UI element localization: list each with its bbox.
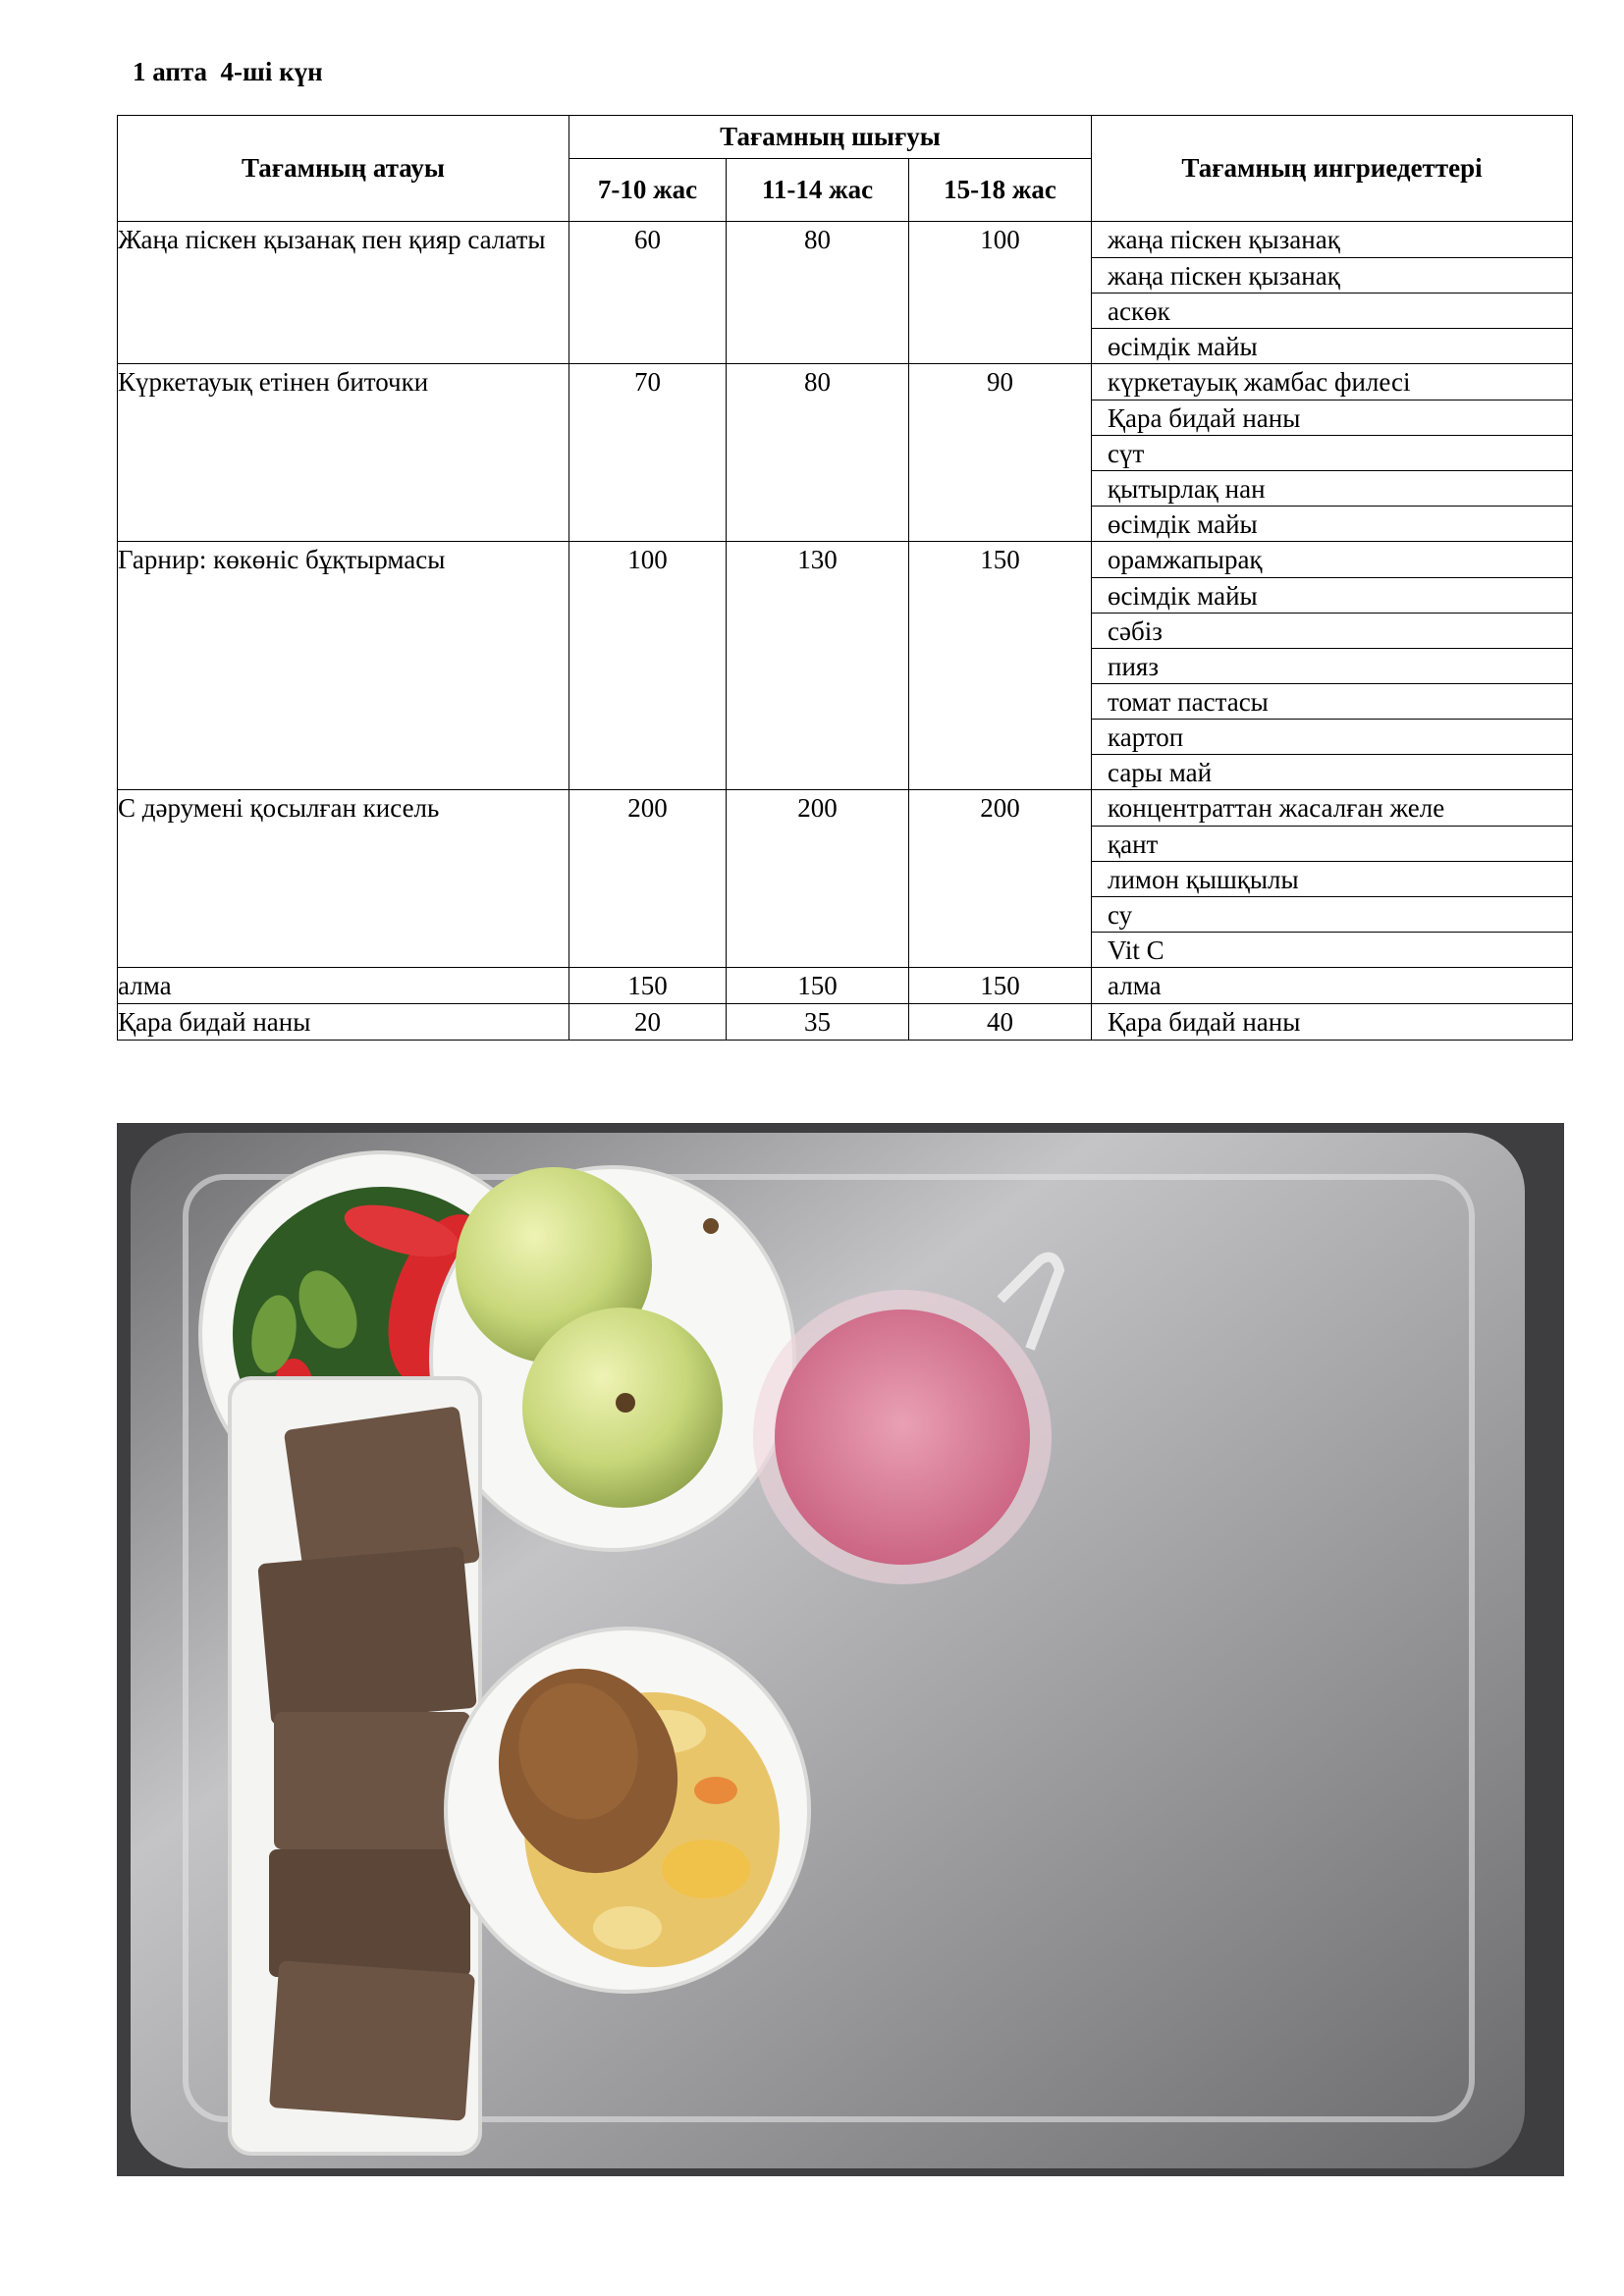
qty-7-10: 60 [569,222,727,364]
ingredients-cell [1092,790,1573,968]
ingredient: күркетауық жамбас филесі [1108,367,1411,397]
ingredient: жаңа піскен қызанақ [1108,225,1340,254]
ingredient: өсімдік майы [1092,506,1572,541]
qty-11-14: 35 [727,1004,909,1041]
qty-15-18: 90 [909,364,1092,542]
ingredient: аскөк [1092,293,1572,328]
qty-7-10: 200 [569,790,727,968]
qty-11-14: 130 [727,542,909,790]
ingredient: лимон қышқылы [1092,861,1572,896]
qty-11-14: 200 [727,790,909,968]
qty-15-18: 150 [909,542,1092,790]
apple-plate [431,1167,794,1550]
header-yield: Тағамның шығуы [569,116,1092,159]
qty-11-14: 150 [727,968,909,1004]
dish-name: Гарнир: көкөніс бұқтырмасы [118,542,569,790]
dish-name: Жаңа піскен қызанақ пен қияр салаты [118,222,569,364]
dish-name: Қара бидай наны [118,1004,569,1041]
ingredient: томат пастасы [1092,683,1572,719]
dish-name: алма [118,968,569,1004]
header-age-7-10: 7-10 жас [569,159,727,222]
ingredient: алма [1108,971,1162,1000]
qty-7-10: 70 [569,364,727,542]
ingredient: концентраттан жасалған желе [1108,793,1445,823]
table-row [118,222,1573,364]
dish-name: С дәрумені қосылған кисель [118,790,569,968]
ingredients-cell [1092,364,1573,542]
ingredients-cell [1092,968,1573,1004]
header-age-15-18: 15-18 жас [909,159,1092,222]
header-dish-name: Тағамның атауы [118,116,569,222]
ingredient: жаңа піскен қызанақ [1092,257,1572,293]
ingredient: пияз [1092,648,1572,683]
ingredient: өсімдік майы [1092,328,1572,363]
ingredient: қытырлақ нан [1092,470,1572,506]
qty-15-18: 100 [909,222,1092,364]
ingredients-cell [1092,222,1573,364]
header-ingredients: Тағамның ингриедеттері [1092,116,1573,222]
ingredient: сәбіз [1092,613,1572,648]
qty-15-18: 150 [909,968,1092,1004]
ingredients-cell [1092,542,1573,790]
qty-11-14: 80 [727,364,909,542]
ingredient: қант [1092,826,1572,861]
ingredient: өсімдік майы [1092,577,1572,613]
page-title: 1 апта 4-ші күн [133,57,323,86]
header-age-11-14: 11-14 жас [727,159,909,222]
ingredients-cell [1092,1004,1573,1041]
ingredient: су [1092,896,1572,932]
qty-15-18: 40 [909,1004,1092,1041]
main-plate [446,1629,809,1992]
meal-photo [117,1123,1564,2176]
qty-11-14: 80 [727,222,909,364]
qty-7-10: 20 [569,1004,727,1041]
ingredient: сүт [1092,435,1572,470]
ingredient: орамжапырақ [1108,545,1263,574]
meal-photo-illustration [117,1123,1564,2176]
ingredient: картоп [1092,719,1572,754]
qty-7-10: 150 [569,968,727,1004]
dish-name: Күркетауық етінен биточки [118,364,569,542]
bread-container [230,1378,480,2154]
ingredient: Vit C [1092,932,1572,967]
ingredient: сары май [1092,754,1572,789]
table-row [118,1004,1573,1041]
qty-7-10: 100 [569,542,727,790]
qty-15-18: 200 [909,790,1092,968]
table-row [118,790,1573,968]
menu-table [117,115,1573,1041]
table-row [118,364,1573,542]
ingredient: Қара бидай наны [1108,1007,1301,1037]
ingredient: Қара бидай наны [1092,400,1572,435]
table-row [118,542,1573,790]
table-row [118,968,1573,1004]
